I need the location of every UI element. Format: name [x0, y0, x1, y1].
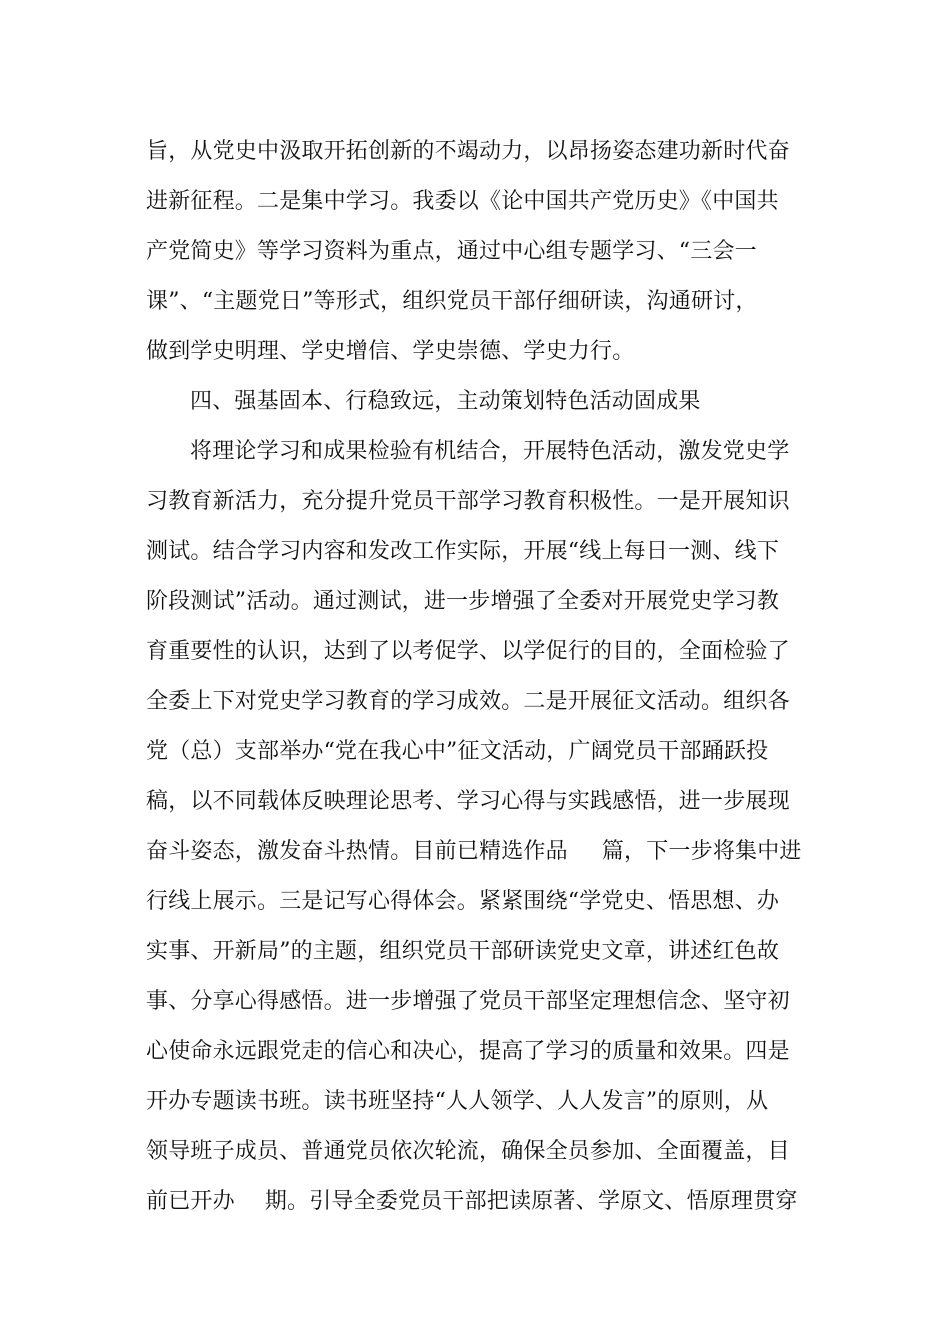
text-segment: 篇，下一步将集中进: [601, 839, 802, 864]
text-line: 实事、开新局”的主题，组织党员干部研读党史文章，讲述红色故: [146, 939, 780, 964]
text-line: 稿，以不同载体反映理论思考、学习心得与实践感悟，进一步展现: [146, 789, 790, 814]
text-line: 全委上下对党史学习教育的学习成效。二是开展征文活动。组织各: [146, 689, 790, 714]
text-line: 课”、“主题党日”等形式，组织党员干部仔细研读，沟通研讨，: [146, 289, 758, 314]
text-segment: 前已开办: [146, 1189, 235, 1214]
text-line: 做到学史明理、学史增信、学史崇德、学史力行。: [146, 339, 635, 364]
text-line: 产党简史》等学习资料为重点，通过中心组专题学习、“三会一: [146, 239, 757, 264]
text-line: 事、分享心得感悟。进一步增强了党员干部坚定理想信念、坚守初: [146, 989, 790, 1014]
text-line: 阶段测试”活动。通过测试，进一步增强了全委对开展党史学习教: [146, 589, 780, 614]
text-line: 行线上展示。三是记写心得体会。紧紧围绕“学党史、悟思想、办: [146, 889, 780, 914]
text-line: 育重要性的认识，达到了以考促学、以学促行的目的，全面检验了: [146, 639, 790, 664]
text-line: 旨，从党史中汲取开拓创新的不竭动力，以昂扬姿态建功新时代奋: [146, 139, 790, 164]
text-line: 党（总）支部举办“党在我心中”征文活动，广阔党员干部踊跃投: [146, 739, 769, 764]
text-segment: 奋斗姿态，激发奋斗热情。目前已精选作品: [146, 839, 568, 864]
text-line-with-blank: [146, 827, 802, 877]
text-line: 测试。结合学习内容和发改工作实际，开展“线上每日一测、线下: [146, 539, 780, 564]
paragraph-first-line: 将理论学习和成果检验有机结合，开展特色活动，激发党史学: [190, 439, 790, 464]
text-line: 习教育新活力，充分提升党员干部学习教育积极性。一是开展知识: [146, 489, 790, 514]
text-line-with-blank: [146, 1177, 798, 1227]
text-line: 领导班子成员、普通党员依次轮流，确保全员参加、全面覆盖，目: [146, 1139, 790, 1164]
text-line: 进新征程。二是集中学习。我委以《论中国共产党历史》《中国共: [146, 189, 779, 214]
text-segment: 期。引导全委党员干部把读原著、学原文、悟原理贯穿: [264, 1189, 798, 1214]
section-heading: 四、强基固本、行稳致远，主动策划特色活动固成果: [190, 389, 701, 414]
text-line: 开办专题读书班。读书班坚持“人人领学、人人发言”的原则，从: [146, 1089, 769, 1114]
text-line: 心使命永远跟党走的信心和决心，提高了学习的质量和效果。四是: [146, 1039, 790, 1064]
